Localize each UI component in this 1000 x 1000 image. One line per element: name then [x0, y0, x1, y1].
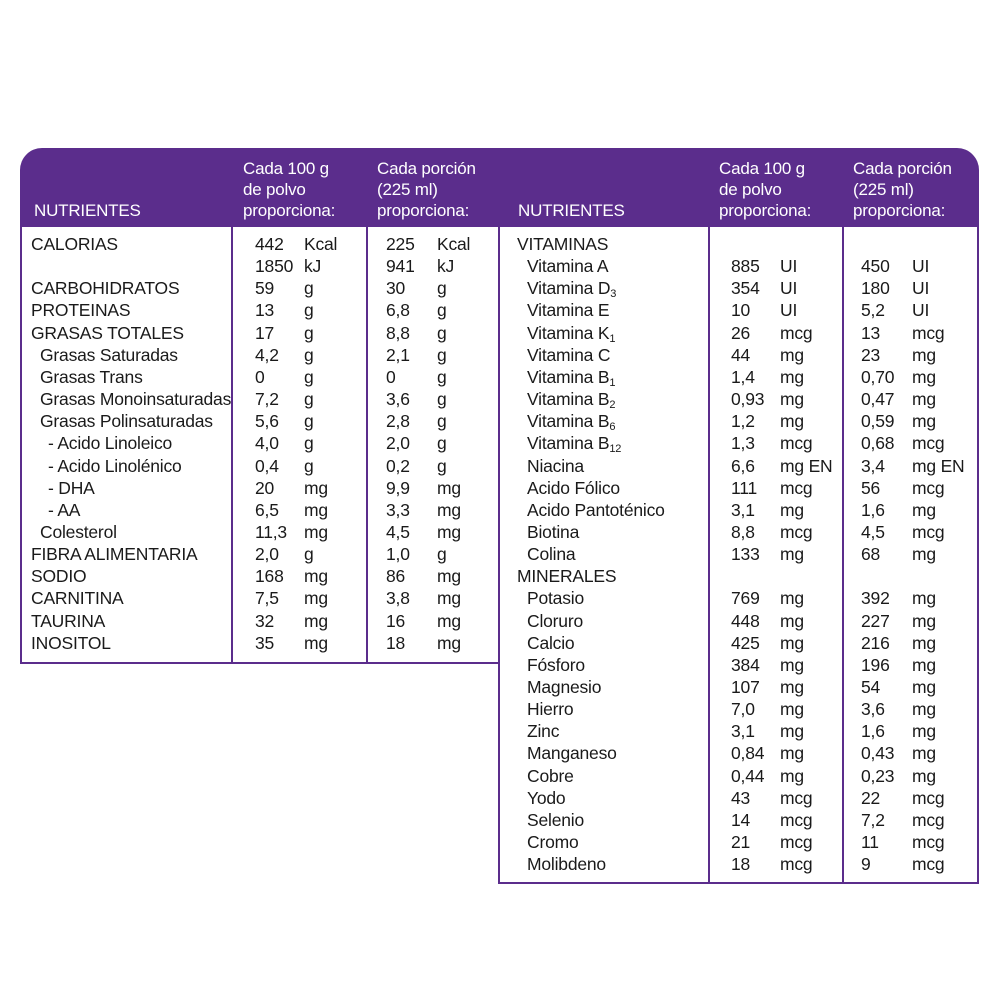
unit-per-portion: UI — [912, 300, 930, 321]
unit-per-100g: g — [304, 300, 314, 321]
unit-per-portion: mg — [912, 389, 936, 410]
value-per-portion: 4,5 — [386, 521, 410, 542]
table-row — [0, 432, 1000, 454]
table-row — [0, 233, 1000, 255]
unit-per-100g: mg — [780, 344, 804, 365]
value-per-100g: 26 — [731, 322, 751, 343]
unit-per-100g: mcg — [780, 809, 813, 830]
table-row — [0, 720, 1000, 742]
value-per-100g: 107 — [731, 677, 760, 697]
value-per-portion: 3,6 — [386, 389, 410, 410]
table-row — [0, 853, 1000, 875]
value-per-portion: 0,23 — [861, 765, 895, 786]
unit-per-100g: mg — [780, 610, 804, 631]
unit-per-100g: mg — [304, 521, 328, 542]
table-row — [0, 765, 1000, 787]
unit-per-portion: mg — [437, 499, 461, 520]
unit-per-portion: mg — [912, 699, 936, 720]
table-row — [0, 587, 1000, 609]
value-per-portion: 11 — [861, 832, 879, 853]
table-row — [0, 676, 1000, 698]
nutrient-name: Vitamina $B_2$ — [527, 389, 616, 412]
value-per-portion: 22 — [861, 787, 881, 808]
unit-per-portion: mg — [437, 521, 461, 542]
nutrient-name: - DHA — [48, 477, 95, 498]
nutrient-name: MINERALES — [517, 566, 617, 587]
value-per-portion: 196 — [861, 654, 890, 675]
unit-per-100g: g — [304, 433, 314, 454]
value-per-portion: 0,47 — [861, 389, 895, 410]
value-per-portion: 1,0 — [386, 544, 410, 565]
unit-per-100g: UI — [780, 278, 798, 299]
unit-per-100g: mg — [304, 610, 328, 631]
value-per-portion: 0,59 — [861, 411, 895, 432]
value-per-portion: 68 — [861, 544, 881, 565]
value-per-portion: 0,70 — [861, 366, 895, 387]
table-row — [0, 698, 1000, 720]
value-per-100g: 3,1 — [731, 721, 755, 742]
unit-per-portion: mg — [912, 411, 936, 432]
nutrient-name: CALORIAS — [31, 234, 118, 254]
unit-per-portion: mg — [912, 366, 936, 387]
unit-per-portion: mcg — [912, 477, 945, 498]
nutrient-name: SODIO — [31, 566, 87, 587]
unit-per-100g: g — [304, 411, 314, 432]
unit-per-100g: mg EN — [780, 455, 833, 476]
unit-per-100g: kJ — [304, 256, 322, 277]
unit-per-100g: mg — [780, 366, 804, 387]
value-per-100g: 133 — [731, 544, 760, 565]
value-per-portion: 56 — [861, 477, 881, 498]
unit-per-100g: UI — [780, 300, 798, 321]
value-per-portion: 0,2 — [386, 455, 410, 476]
unit-per-100g: mg — [780, 765, 804, 786]
unit-per-portion: mg — [912, 544, 936, 565]
unit-per-portion: mg — [912, 765, 936, 786]
value-per-100g: 17 — [255, 322, 275, 343]
unit-per-portion: UI — [912, 256, 930, 277]
unit-per-100g: g — [304, 455, 314, 476]
value-per-100g: 13 — [255, 300, 275, 321]
unit-per-portion: mg — [437, 477, 461, 498]
value-per-100g: 44 — [731, 344, 751, 365]
nutrient-name: Cromo — [527, 832, 579, 853]
unit-per-portion: g — [437, 389, 447, 410]
value-per-portion: 1,6 — [861, 499, 885, 520]
value-per-100g: 32 — [255, 610, 275, 631]
nutrient-name: Grasas Monoinsaturadas — [40, 389, 232, 410]
unit-per-100g: mg — [780, 411, 804, 432]
value-per-100g: 0,44 — [731, 765, 765, 786]
nutrient-name: Vitamina A — [527, 256, 609, 277]
nutrient-name: Fósforo — [527, 654, 585, 675]
nutrient-subscript: 1 — [609, 376, 616, 389]
value-per-100g: 354 — [731, 278, 760, 299]
table-row — [0, 477, 1000, 499]
unit-per-portion: mcg — [912, 787, 945, 808]
unit-per-portion: mcg — [912, 854, 945, 875]
value-per-portion: 86 — [386, 566, 406, 587]
value-per-100g: 5,6 — [255, 411, 279, 432]
unit-per-100g: mg — [780, 677, 804, 697]
value-per-100g: 21 — [731, 832, 751, 853]
value-per-portion: 941 — [386, 256, 415, 277]
value-per-portion: 0,68 — [861, 433, 895, 454]
nutrient-name: Manganeso — [527, 743, 617, 764]
nutrient-subscript: 2 — [609, 399, 616, 412]
unit-per-100g: mg — [780, 654, 804, 675]
unit-per-100g: mcg — [780, 433, 813, 454]
nutrient-name: Calcio — [527, 632, 575, 653]
unit-per-portion: mg — [912, 344, 936, 365]
value-per-100g: 3,1 — [731, 499, 755, 520]
value-per-100g: 885 — [731, 256, 760, 277]
value-per-100g: 1,3 — [731, 433, 755, 454]
value-per-100g: 14 — [731, 809, 751, 830]
nutrient-name: GRASAS TOTALES — [31, 322, 184, 343]
nutrient-name: Acido Fólico — [527, 477, 620, 498]
value-per-100g: 425 — [731, 632, 760, 653]
value-per-100g: 7,2 — [255, 389, 279, 410]
unit-per-100g: g — [304, 344, 314, 365]
unit-per-100g: mg — [304, 499, 328, 520]
unit-per-portion: mg — [912, 677, 936, 697]
value-per-100g: 168 — [255, 566, 284, 587]
unit-per-100g: mg — [780, 632, 804, 653]
table-row — [0, 344, 1000, 366]
nutrient-name: Biotina — [527, 521, 580, 542]
nutrient-name: - Acido Linoleico — [48, 433, 173, 454]
value-per-portion: 2,8 — [386, 411, 410, 432]
nutrient-name: TAURINA — [31, 610, 106, 631]
value-per-100g: 10 — [731, 300, 751, 321]
value-per-portion: 13 — [861, 322, 881, 343]
unit-per-100g: mcg — [780, 854, 813, 875]
unit-per-portion: g — [437, 300, 447, 321]
nutrient-name: Vitamina $B_6$ — [527, 411, 616, 434]
value-per-100g: 0,4 — [255, 455, 279, 476]
nutrient-name: Acido Pantoténico — [527, 499, 665, 520]
nutrient-subscript: 3 — [610, 288, 617, 301]
unit-per-100g: g — [304, 389, 314, 410]
value-per-100g: 11,3 — [255, 521, 287, 542]
unit-per-portion: mg — [912, 721, 936, 742]
value-per-100g: 0,93 — [731, 389, 765, 410]
nutrient-name: Magnesio — [527, 677, 602, 697]
value-per-100g: 0 — [255, 366, 265, 387]
unit-per-portion: mcg — [912, 322, 945, 343]
unit-per-portion: Kcal — [437, 234, 471, 254]
nutrient-name: Grasas Polinsaturadas — [40, 411, 213, 432]
unit-per-100g: mg — [780, 588, 804, 609]
nutrient-name: Vitamina $K_1$ — [527, 322, 616, 345]
value-per-100g: 442 — [255, 234, 284, 254]
value-per-portion: 9 — [861, 854, 871, 875]
unit-per-portion: g — [437, 455, 447, 476]
unit-per-portion: mcg — [912, 809, 945, 830]
nutrient-name: PROTEINAS — [31, 300, 131, 321]
value-per-portion: 450 — [861, 256, 890, 277]
nutrient-name: - Acido Linolénico — [48, 455, 182, 476]
nutrient-name: Cobre — [527, 765, 574, 786]
value-per-100g: 1850 — [255, 256, 294, 277]
left-header-col-portion: Cada porción (225 ml) proporciona: — [377, 159, 476, 220]
nutrient-subscript: 12 — [609, 443, 622, 456]
value-per-100g: 7,5 — [255, 588, 279, 609]
unit-per-portion: g — [437, 433, 447, 454]
unit-per-portion: mg — [912, 654, 936, 675]
table-row — [0, 543, 1000, 565]
unit-per-portion: UI — [912, 278, 930, 299]
value-per-portion: 8,8 — [386, 322, 410, 343]
left-header-col100: Cada 100 g de polvo proporciona: — [243, 159, 336, 220]
unit-per-100g: mcg — [780, 521, 813, 542]
table-row — [0, 455, 1000, 477]
value-per-portion: 3,6 — [861, 699, 885, 720]
unit-per-portion: mg — [912, 588, 936, 609]
unit-per-100g: mcg — [780, 832, 813, 853]
table-row — [0, 388, 1000, 410]
unit-per-portion: g — [437, 544, 447, 565]
unit-per-portion: g — [437, 344, 447, 365]
table-row — [0, 742, 1000, 764]
nutrient-name: Grasas Trans — [40, 366, 143, 387]
unit-per-portion: mg — [912, 610, 936, 631]
value-per-portion: 2,0 — [386, 433, 410, 454]
nutrient-name: - AA — [48, 499, 81, 520]
value-per-portion: 0 — [386, 366, 396, 387]
unit-per-100g: mg — [304, 477, 328, 498]
table-row — [0, 521, 1000, 543]
unit-per-portion: g — [437, 411, 447, 432]
nutrient-name: VITAMINAS — [517, 234, 609, 254]
value-per-portion: 3,3 — [386, 499, 410, 520]
unit-per-100g: g — [304, 544, 314, 565]
right-header-nutrients: NUTRIENTES — [518, 201, 625, 220]
nutrient-name: Hierro — [527, 699, 574, 720]
unit-per-portion: mg — [437, 566, 461, 587]
value-per-portion: 7,2 — [861, 809, 885, 830]
value-per-100g: 18 — [731, 854, 751, 875]
nutrient-name: CARBOHIDRATOS — [31, 278, 180, 299]
unit-per-100g: mg — [780, 544, 804, 565]
value-per-portion: 227 — [861, 610, 890, 631]
nutrient-subscript: 6 — [609, 421, 616, 434]
value-per-portion: 3,4 — [861, 455, 885, 476]
value-per-100g: 448 — [731, 610, 760, 631]
nutrient-name: INOSITOL — [31, 632, 111, 653]
nutrient-name: Cloruro — [527, 610, 583, 631]
value-per-portion: 216 — [861, 632, 890, 653]
unit-per-100g: UI — [780, 256, 798, 277]
value-per-100g: 59 — [255, 278, 275, 299]
table-header-band — [20, 148, 979, 229]
unit-per-portion: mcg — [912, 832, 945, 853]
unit-per-portion: g — [437, 322, 447, 343]
value-per-100g: 43 — [731, 787, 751, 808]
value-per-100g: 35 — [255, 632, 275, 653]
value-per-100g: 20 — [255, 477, 275, 498]
value-per-portion: 9,9 — [386, 477, 410, 498]
table-row — [0, 809, 1000, 831]
value-per-100g: 111 — [731, 477, 758, 498]
value-per-portion: 392 — [861, 588, 890, 609]
value-per-100g: 4,2 — [255, 344, 279, 365]
value-per-portion: 54 — [861, 677, 881, 697]
nutrient-name: Molibdeno — [527, 854, 606, 875]
table-row — [0, 299, 1000, 321]
table-row — [0, 255, 1000, 277]
value-per-100g: 7,0 — [731, 699, 755, 720]
table-row — [0, 831, 1000, 853]
value-per-100g: 6,5 — [255, 499, 279, 520]
nutrient-name: CARNITINA — [31, 588, 124, 609]
unit-per-portion: mg — [437, 632, 461, 653]
unit-per-portion: mcg — [912, 521, 945, 542]
unit-per-100g: mg — [780, 699, 804, 720]
table-row — [0, 565, 1000, 587]
nutrient-name: Niacina — [527, 455, 584, 476]
table-row — [0, 610, 1000, 632]
value-per-portion: 1,6 — [861, 721, 885, 742]
unit-per-100g: mg — [780, 499, 804, 520]
unit-per-portion: g — [437, 366, 447, 387]
value-per-portion: 180 — [861, 278, 890, 299]
value-per-100g: 4,0 — [255, 433, 279, 454]
unit-per-100g: g — [304, 322, 314, 343]
value-per-100g: 2,0 — [255, 544, 279, 565]
unit-per-100g: mcg — [780, 477, 813, 498]
value-per-100g: 769 — [731, 588, 760, 609]
unit-per-portion: mg — [912, 499, 936, 520]
unit-per-100g: mg — [780, 743, 804, 764]
unit-per-100g: g — [304, 366, 314, 387]
table-row — [0, 322, 1000, 344]
unit-per-100g: mg — [304, 632, 328, 653]
value-per-portion: 2,1 — [386, 344, 410, 365]
unit-per-100g: mg — [780, 721, 804, 742]
nutrient-name: Vitamina E — [527, 300, 610, 321]
right-header-col-portion: Cada porción (225 ml) proporciona: — [853, 159, 952, 220]
unit-per-100g: mg — [780, 389, 804, 410]
nutrient-name: Potasio — [527, 588, 584, 609]
unit-per-100g: mg — [304, 588, 328, 609]
nutrient-name: Vitamina $B_1$ — [527, 366, 616, 389]
table-row — [0, 787, 1000, 809]
unit-per-portion: mcg — [912, 433, 945, 454]
nutrient-name: Vitamina $D_3$ — [527, 278, 617, 301]
value-per-100g: 1,2 — [731, 411, 755, 432]
value-per-portion: 6,8 — [386, 300, 410, 321]
unit-per-100g: mcg — [780, 787, 813, 808]
nutrient-name: Zinc — [527, 721, 560, 742]
nutrient-name: Colina — [527, 544, 576, 565]
unit-per-100g: g — [304, 278, 314, 299]
nutrient-subscript: 1 — [609, 332, 616, 345]
unit-per-portion: kJ — [437, 256, 455, 277]
unit-per-portion: g — [437, 278, 447, 299]
nutrient-name: FIBRA ALIMENTARIA — [31, 544, 198, 565]
value-per-portion: 0,43 — [861, 743, 895, 764]
left-header-nutrients: NUTRIENTES — [34, 201, 141, 220]
unit-per-portion: mg — [912, 743, 936, 764]
nutrient-name: Grasas Saturadas — [40, 344, 178, 365]
unit-per-portion: mg — [912, 632, 936, 653]
nutrient-name: Vitamina $B_{12}$ — [527, 433, 622, 456]
table-row — [0, 499, 1000, 521]
value-per-100g: 6,6 — [731, 455, 755, 476]
nutrient-name: Vitamina C — [527, 344, 611, 365]
unit-per-100g: Kcal — [304, 234, 338, 254]
nutrient-name: Selenio — [527, 809, 584, 830]
nutrient-name: Colesterol — [40, 521, 117, 542]
value-per-portion: 225 — [386, 234, 415, 254]
value-per-100g: 384 — [731, 654, 760, 675]
value-per-100g: 0,84 — [731, 743, 765, 764]
table-row — [0, 632, 1000, 654]
table-row — [0, 366, 1000, 388]
table-row — [0, 277, 1000, 299]
unit-per-100g: mg — [304, 566, 328, 587]
value-per-portion: 16 — [386, 610, 406, 631]
unit-per-portion: mg — [437, 610, 461, 631]
right-header-col100: Cada 100 g de polvo proporciona: — [719, 159, 812, 220]
value-per-portion: 3,8 — [386, 588, 410, 609]
value-per-portion: 5,2 — [861, 300, 885, 321]
value-per-100g: 8,8 — [731, 521, 755, 542]
nutrient-name: Yodo — [527, 787, 566, 808]
table-row — [0, 410, 1000, 432]
table-row — [0, 654, 1000, 676]
value-per-portion: 18 — [386, 632, 406, 653]
unit-per-100g: mcg — [780, 322, 813, 343]
value-per-portion: 23 — [861, 344, 881, 365]
value-per-portion: 30 — [386, 278, 406, 299]
value-per-portion: 4,5 — [861, 521, 885, 542]
unit-per-portion: mg EN — [912, 455, 965, 476]
value-per-100g: 1,4 — [731, 366, 755, 387]
unit-per-portion: mg — [437, 588, 461, 609]
